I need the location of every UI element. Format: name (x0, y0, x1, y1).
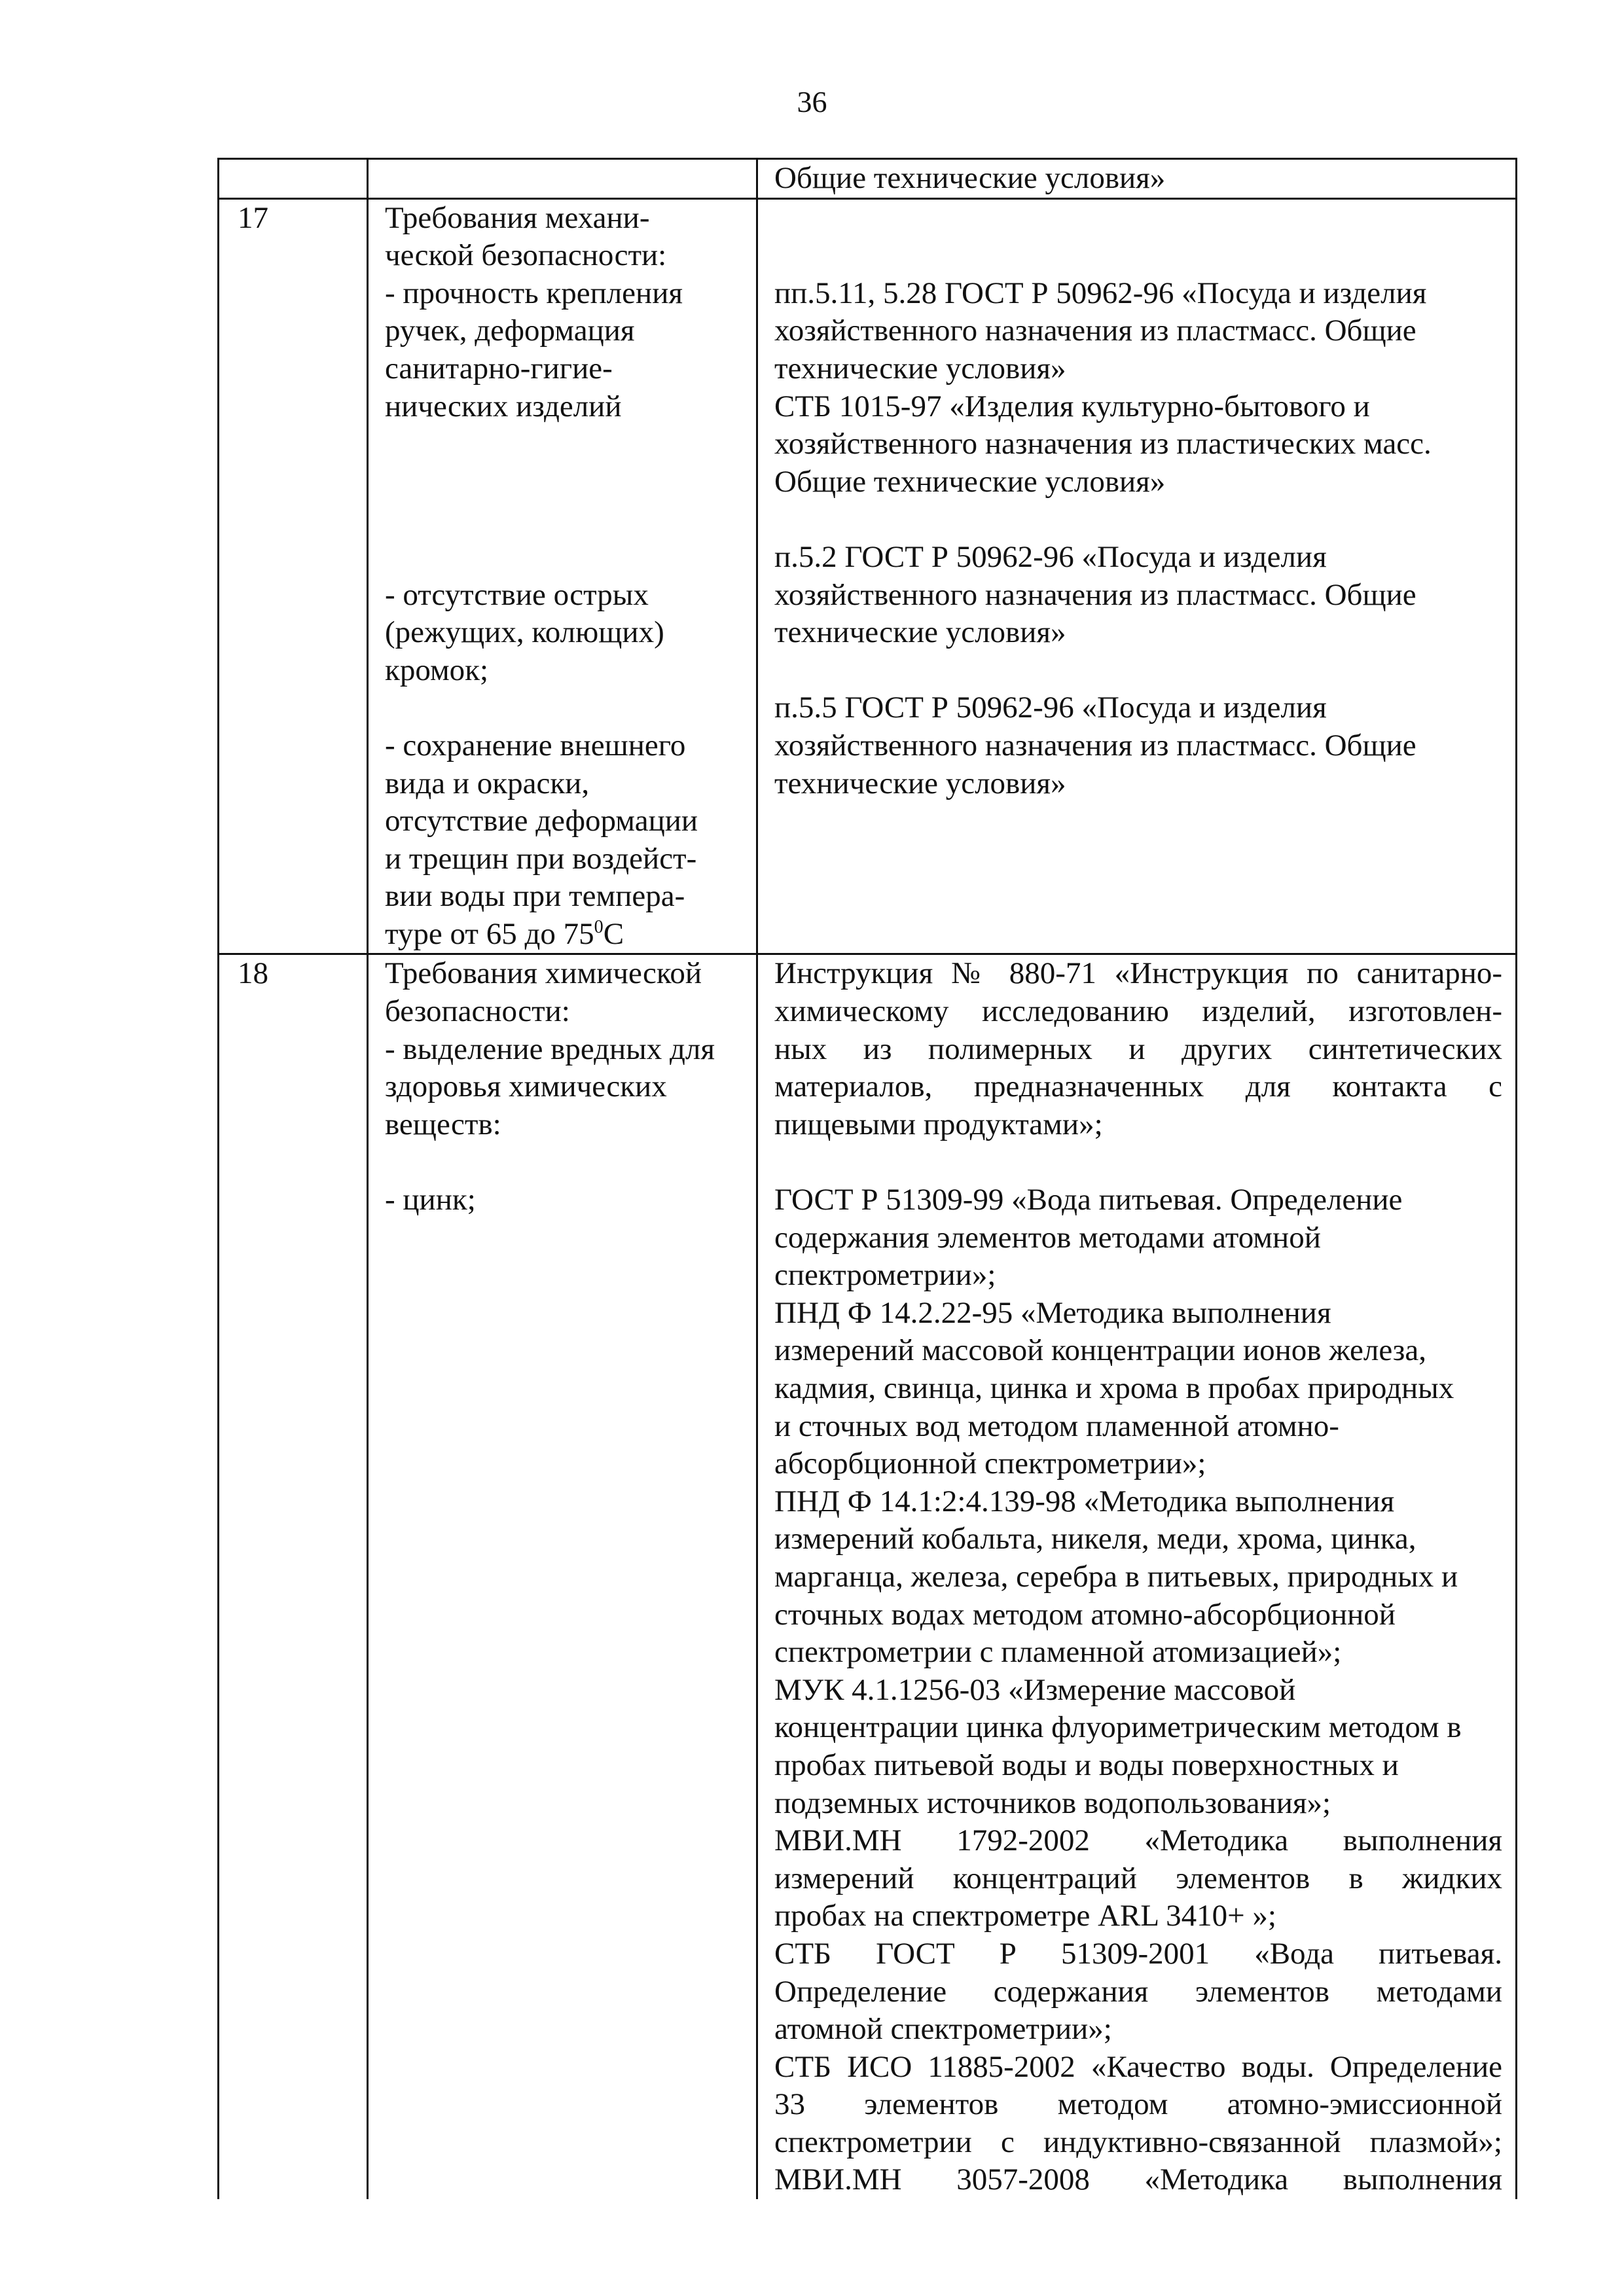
reference-line: Общие технические условия» (774, 161, 1166, 195)
reference-line: СТБ ГОСТ Р 51309-2001 «Вода питьевая. (774, 1936, 1502, 1971)
reference-line: хозяйственного назначения из пластмасс. Общие (774, 314, 1416, 348)
reference-line: технические условия» (774, 766, 1066, 800)
row-number: 17 (238, 200, 268, 235)
reference-line: сточных водах методом атомно-абсорбционной (774, 1597, 1396, 1632)
cell-number (219, 954, 368, 2199)
reference-line: Определение содержания элементов методами (774, 1974, 1502, 2009)
requirement-line: - цинк; (385, 1183, 476, 1217)
requirement-block (385, 955, 756, 1143)
requirement-line: санитарно-гигие- (385, 351, 613, 386)
requirement-line: вии воды при темпера- (385, 879, 685, 914)
requirement-line: Требования механи- (385, 200, 650, 235)
table-row-18 (219, 954, 1517, 2199)
cell-number (219, 198, 368, 954)
row-number: 18 (238, 956, 268, 991)
reference-line: ПНД Ф 14.1:2:4.139-98 «Методика выполнения (774, 1484, 1395, 1518)
reference-line: пробах на спектрометре ARL 3410+ »; (774, 1899, 1276, 1933)
reference-block (774, 275, 1502, 501)
reference-line: измерений концентраций элементов в жидких (774, 1861, 1502, 1895)
table-row-continuation (219, 159, 1517, 199)
reference-line: МВИ.МН 1792-2002 «Методика выполнения (774, 1823, 1502, 1858)
reference-line: кадмия, свинца, цинка и хрома в пробах природных (774, 1371, 1454, 1405)
reference-line: и сточных вод методом пламенной атомно- (774, 1408, 1339, 1443)
requirement-line: кромок; (385, 653, 489, 687)
reference-line: хозяйственного назначения из пластических масс. (774, 427, 1432, 461)
reference-line: п.5.2 ГОСТ Р 50962-96 «Посуда и изделия (774, 539, 1327, 574)
reference-block (774, 1181, 1502, 2199)
cell-reference (757, 198, 1517, 954)
reference-line: содержания элементов методами атомной (774, 1220, 1321, 1255)
requirement-line: ручек, деформация (385, 314, 635, 348)
requirement-block (385, 577, 756, 690)
reference-line: хозяйственного назначения из пластмасс. Общие (774, 577, 1416, 612)
requirement-line: Требования химической (385, 956, 702, 991)
requirement-line: (режущих, колющих) (385, 615, 664, 650)
requirement-line: здоровья химических (385, 1069, 667, 1104)
reference-block (774, 539, 1502, 652)
reference-line: пищевыми продуктами»; (774, 1107, 1103, 1141)
requirement-line: веществ: (385, 1107, 501, 1141)
requirement-line: вида и окраски, (385, 766, 590, 800)
reference-line: абсорбционной спектрометрии»; (774, 1446, 1206, 1481)
cell-reference (757, 159, 1517, 199)
requirement-line: и трещин при воздейст- (385, 841, 697, 876)
reference-line: химическому исследованию изделий, изготовлен- (774, 994, 1502, 1029)
reference-line: хозяйственного назначения из пластмасс. Общие (774, 728, 1416, 762)
reference-line: пп.5.11, 5.28 ГОСТ Р 50962-96 «Посуда и изделия (774, 276, 1427, 310)
reference-line: концентрации цинка флуориметрическим методом в (774, 1710, 1462, 1745)
reference-block (774, 689, 1502, 802)
reference-line: 33 элементов методом атомно-эмиссионной (774, 2087, 1502, 2122)
reference-line: спектрометрии с индуктивно-связанной плазмой»; (774, 2125, 1502, 2159)
reference-line: Общие технические условия» (774, 464, 1166, 499)
cell-requirement (368, 159, 757, 199)
reference-line: спектрометрии»; (774, 1258, 996, 1293)
requirement-block (385, 727, 756, 954)
reference-line: подземных источников водопользования»; (774, 1785, 1331, 1820)
reference-line: ГОСТ Р 51309-99 «Вода питьевая. Определение (774, 1183, 1403, 1217)
reference-line: МВИ.МН 3057-2008 «Методика выполнения (774, 2162, 1502, 2197)
reference-line: МУК 4.1.1256-03 «Измерение массовой (774, 1672, 1296, 1707)
requirement-line: безопасности: (385, 994, 570, 1029)
reference-line: СТБ ИСО 11885-2002 «Качество воды. Определение (774, 2049, 1502, 2084)
requirement-line: туре от 65 до $75^0С$ (385, 916, 624, 951)
requirements-table (217, 158, 1517, 2199)
reference-line: СТБ 1015-97 «Изделия культурно-бытового и (774, 389, 1370, 423)
requirement-line: - прочность крепления (385, 276, 683, 310)
reference-line: атомной спектрометрии»; (774, 2012, 1112, 2047)
reference-line: материалов, предназначенных для контакта с (774, 1069, 1502, 1104)
reference-block (774, 955, 1502, 1143)
table-row-17 (219, 198, 1517, 954)
requirement-line: - выделение вредных для (385, 1031, 715, 1066)
reference-line: марганца, железа, серебра в питьевых, природных и (774, 1559, 1458, 1594)
cell-number (219, 159, 368, 199)
reference-line: пробах питьевой воды и воды поверхностных и (774, 1748, 1399, 1782)
requirement-line: нических изделий (385, 389, 622, 423)
requirement-block (385, 1181, 756, 1219)
reference-line: Инструкция № 880-71 «Инструкция по санитарно- (774, 956, 1502, 991)
page-number: 36 (797, 85, 827, 118)
cell-requirement (368, 198, 757, 954)
reference-line: измерений кобальта, никеля, меди, хрома, цинка, (774, 1522, 1416, 1556)
cell-reference (757, 954, 1517, 2199)
requirement-line: ческой безопасности: (385, 238, 667, 273)
reference-line: п.5.5 ГОСТ Р 50962-96 «Посуда и изделия (774, 691, 1327, 725)
requirement-block (385, 200, 756, 426)
reference-line: измерений массовой концентрации ионов железа, (774, 1333, 1426, 1368)
requirement-line: - отсутствие острых (385, 577, 649, 612)
requirement-line: - сохранение внешнего (385, 728, 686, 762)
reference-line: ПНД Ф 14.2.22-95 «Методика выполнения (774, 1295, 1331, 1330)
reference-line: ных из полимерных и других синтетических (774, 1031, 1502, 1066)
reference-line: спектрометрии с пламенной атомизацией»; (774, 1635, 1342, 1670)
reference-line: технические условия» (774, 615, 1066, 650)
cell-requirement (368, 954, 757, 2199)
reference-line: технические условия» (774, 351, 1066, 386)
requirement-line: отсутствие деформации (385, 804, 698, 838)
